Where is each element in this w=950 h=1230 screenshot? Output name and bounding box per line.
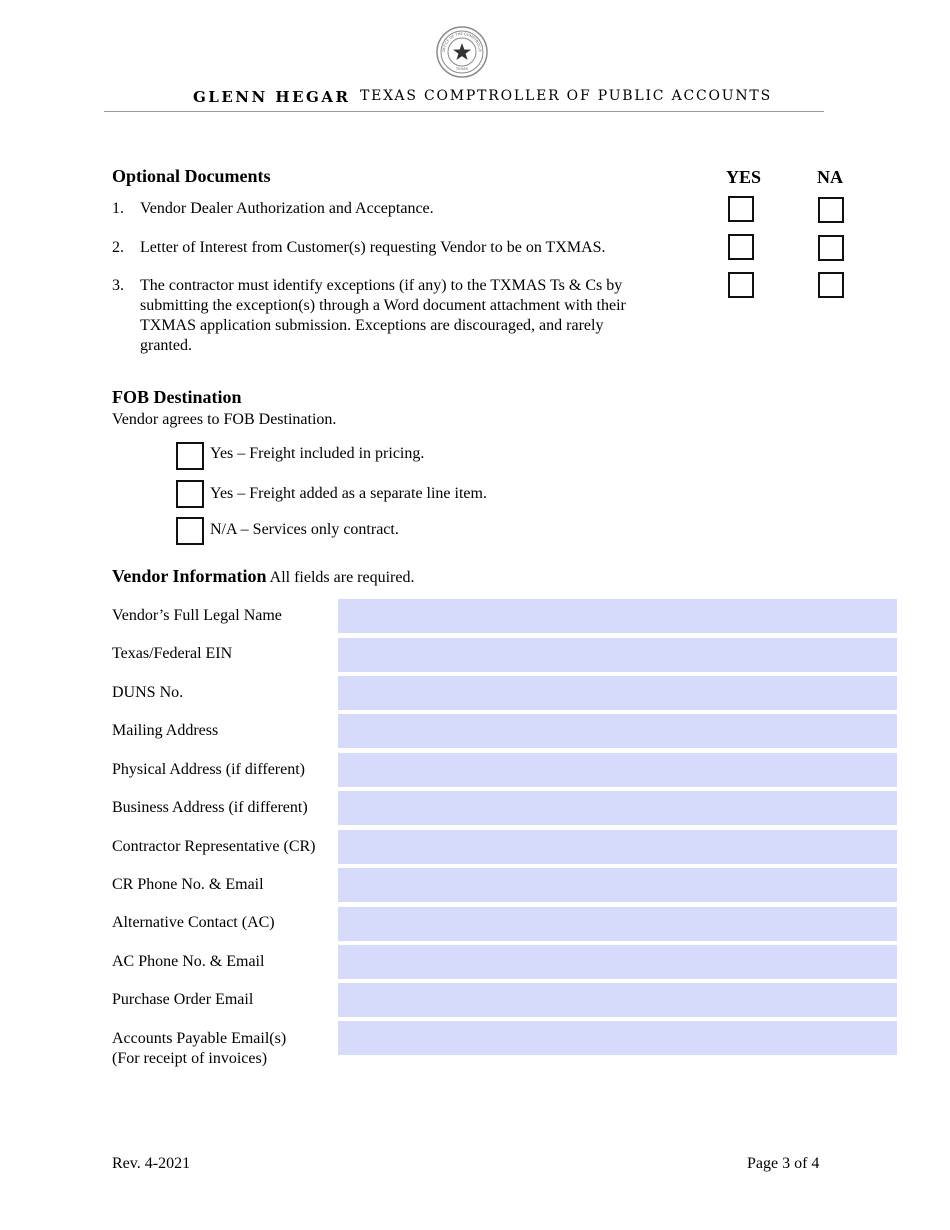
vendor-legal-name-input[interactable] [338, 599, 897, 633]
fob-intro-text: Vendor agrees to FOB Destination. [112, 411, 337, 428]
header-divider [104, 111, 824, 112]
contractor-representative-input[interactable] [338, 830, 897, 864]
field-label-line: Accounts Payable Email(s) [112, 1030, 287, 1047]
ac-phone-email-input[interactable] [338, 945, 897, 979]
field-label: AC Phone No. & Email [112, 953, 265, 970]
alternative-contact-input[interactable] [338, 907, 897, 941]
field-label: Alternative Contact (AC) [112, 914, 275, 931]
item-number: 2. [112, 239, 124, 256]
item-1-na-checkbox[interactable] [818, 197, 844, 223]
purchase-order-email-input[interactable] [338, 983, 897, 1017]
item-number: 3. [112, 277, 124, 294]
fob-option-label: Yes – Freight added as a separate line item. [210, 485, 487, 502]
field-label: Mailing Address [112, 722, 219, 739]
svg-text:OFFICE OF THE COMPTROLLER: OFFICE OF THE COMPTROLLE [441, 31, 483, 53]
cr-phone-email-input[interactable] [338, 868, 897, 902]
vendor-information-note: All fields are required. [269, 569, 415, 586]
physical-address-input[interactable] [338, 753, 897, 787]
ein-input[interactable] [338, 638, 897, 672]
duns-input[interactable] [338, 676, 897, 710]
optional-documents-heading: Optional Documents [112, 166, 271, 186]
field-label: Physical Address (if different) [112, 761, 305, 778]
field-label: Vendor’s Full Legal Name [112, 607, 282, 624]
item-text-line: granted. [140, 337, 192, 354]
fob-option-label: N/A – Services only contract. [210, 521, 399, 538]
mailing-address-input[interactable] [338, 714, 897, 748]
item-number: 1. [112, 200, 124, 217]
field-label: Texas/Federal EIN [112, 645, 233, 662]
item-1-yes-checkbox[interactable] [728, 196, 754, 222]
item-3-na-checkbox[interactable] [818, 272, 844, 298]
item-3-yes-checkbox[interactable] [728, 272, 754, 298]
na-column-header: NA [817, 167, 843, 187]
comptroller-name: GLENN HEGAR [193, 88, 351, 106]
business-address-input[interactable] [338, 791, 897, 825]
comptroller-seal-logo [436, 26, 488, 78]
fob-services-only-checkbox[interactable] [176, 517, 204, 545]
vendor-information-heading [112, 566, 414, 587]
fob-destination-heading: FOB Destination [112, 387, 242, 407]
item-text [140, 276, 626, 356]
item-text-line: The contractor must identify exceptions (if any) to the TXMAS Ts & Cs by [140, 277, 623, 294]
fob-freight-included-checkbox[interactable] [176, 442, 204, 470]
field-label: Contractor Representative (CR) [112, 838, 316, 855]
page-number: Page 3 of 4 [747, 1155, 820, 1172]
vendor-information-title: Vendor Information [112, 566, 267, 586]
field-label: DUNS No. [112, 684, 184, 701]
accounts-payable-email-input[interactable] [338, 1021, 897, 1055]
fob-freight-separate-checkbox[interactable] [176, 480, 204, 508]
fob-option-label: Yes – Freight included in pricing. [210, 445, 425, 462]
item-2-yes-checkbox[interactable] [728, 234, 754, 260]
field-label: CR Phone No. & Email [112, 876, 264, 893]
yes-column-header: YES [726, 167, 762, 187]
field-label: Business Address (if different) [112, 799, 308, 816]
item-text: Letter of Interest from Customer(s) requesting Vendor to be on TXMAS. [140, 239, 606, 256]
item-text-line: TXMAS application submission. Exceptions are discouraged, and rarely [140, 317, 604, 334]
field-sublabel: (For receipt of invoices) [112, 1050, 268, 1067]
revision-label: Rev. 4-2021 [112, 1155, 191, 1172]
field-label: Purchase Order Email [112, 991, 254, 1008]
svg-text:TEXAS: TEXAS [455, 66, 469, 71]
item-text: Vendor Dealer Authorization and Acceptance. [140, 200, 434, 217]
field-label [112, 1029, 286, 1069]
item-text-line: submitting the exception(s) through a Word document attachment with their [140, 297, 626, 314]
comptroller-office: TEXAS COMPTROLLER OF PUBLIC ACCOUNTS [360, 88, 772, 104]
item-2-na-checkbox[interactable] [818, 235, 844, 261]
